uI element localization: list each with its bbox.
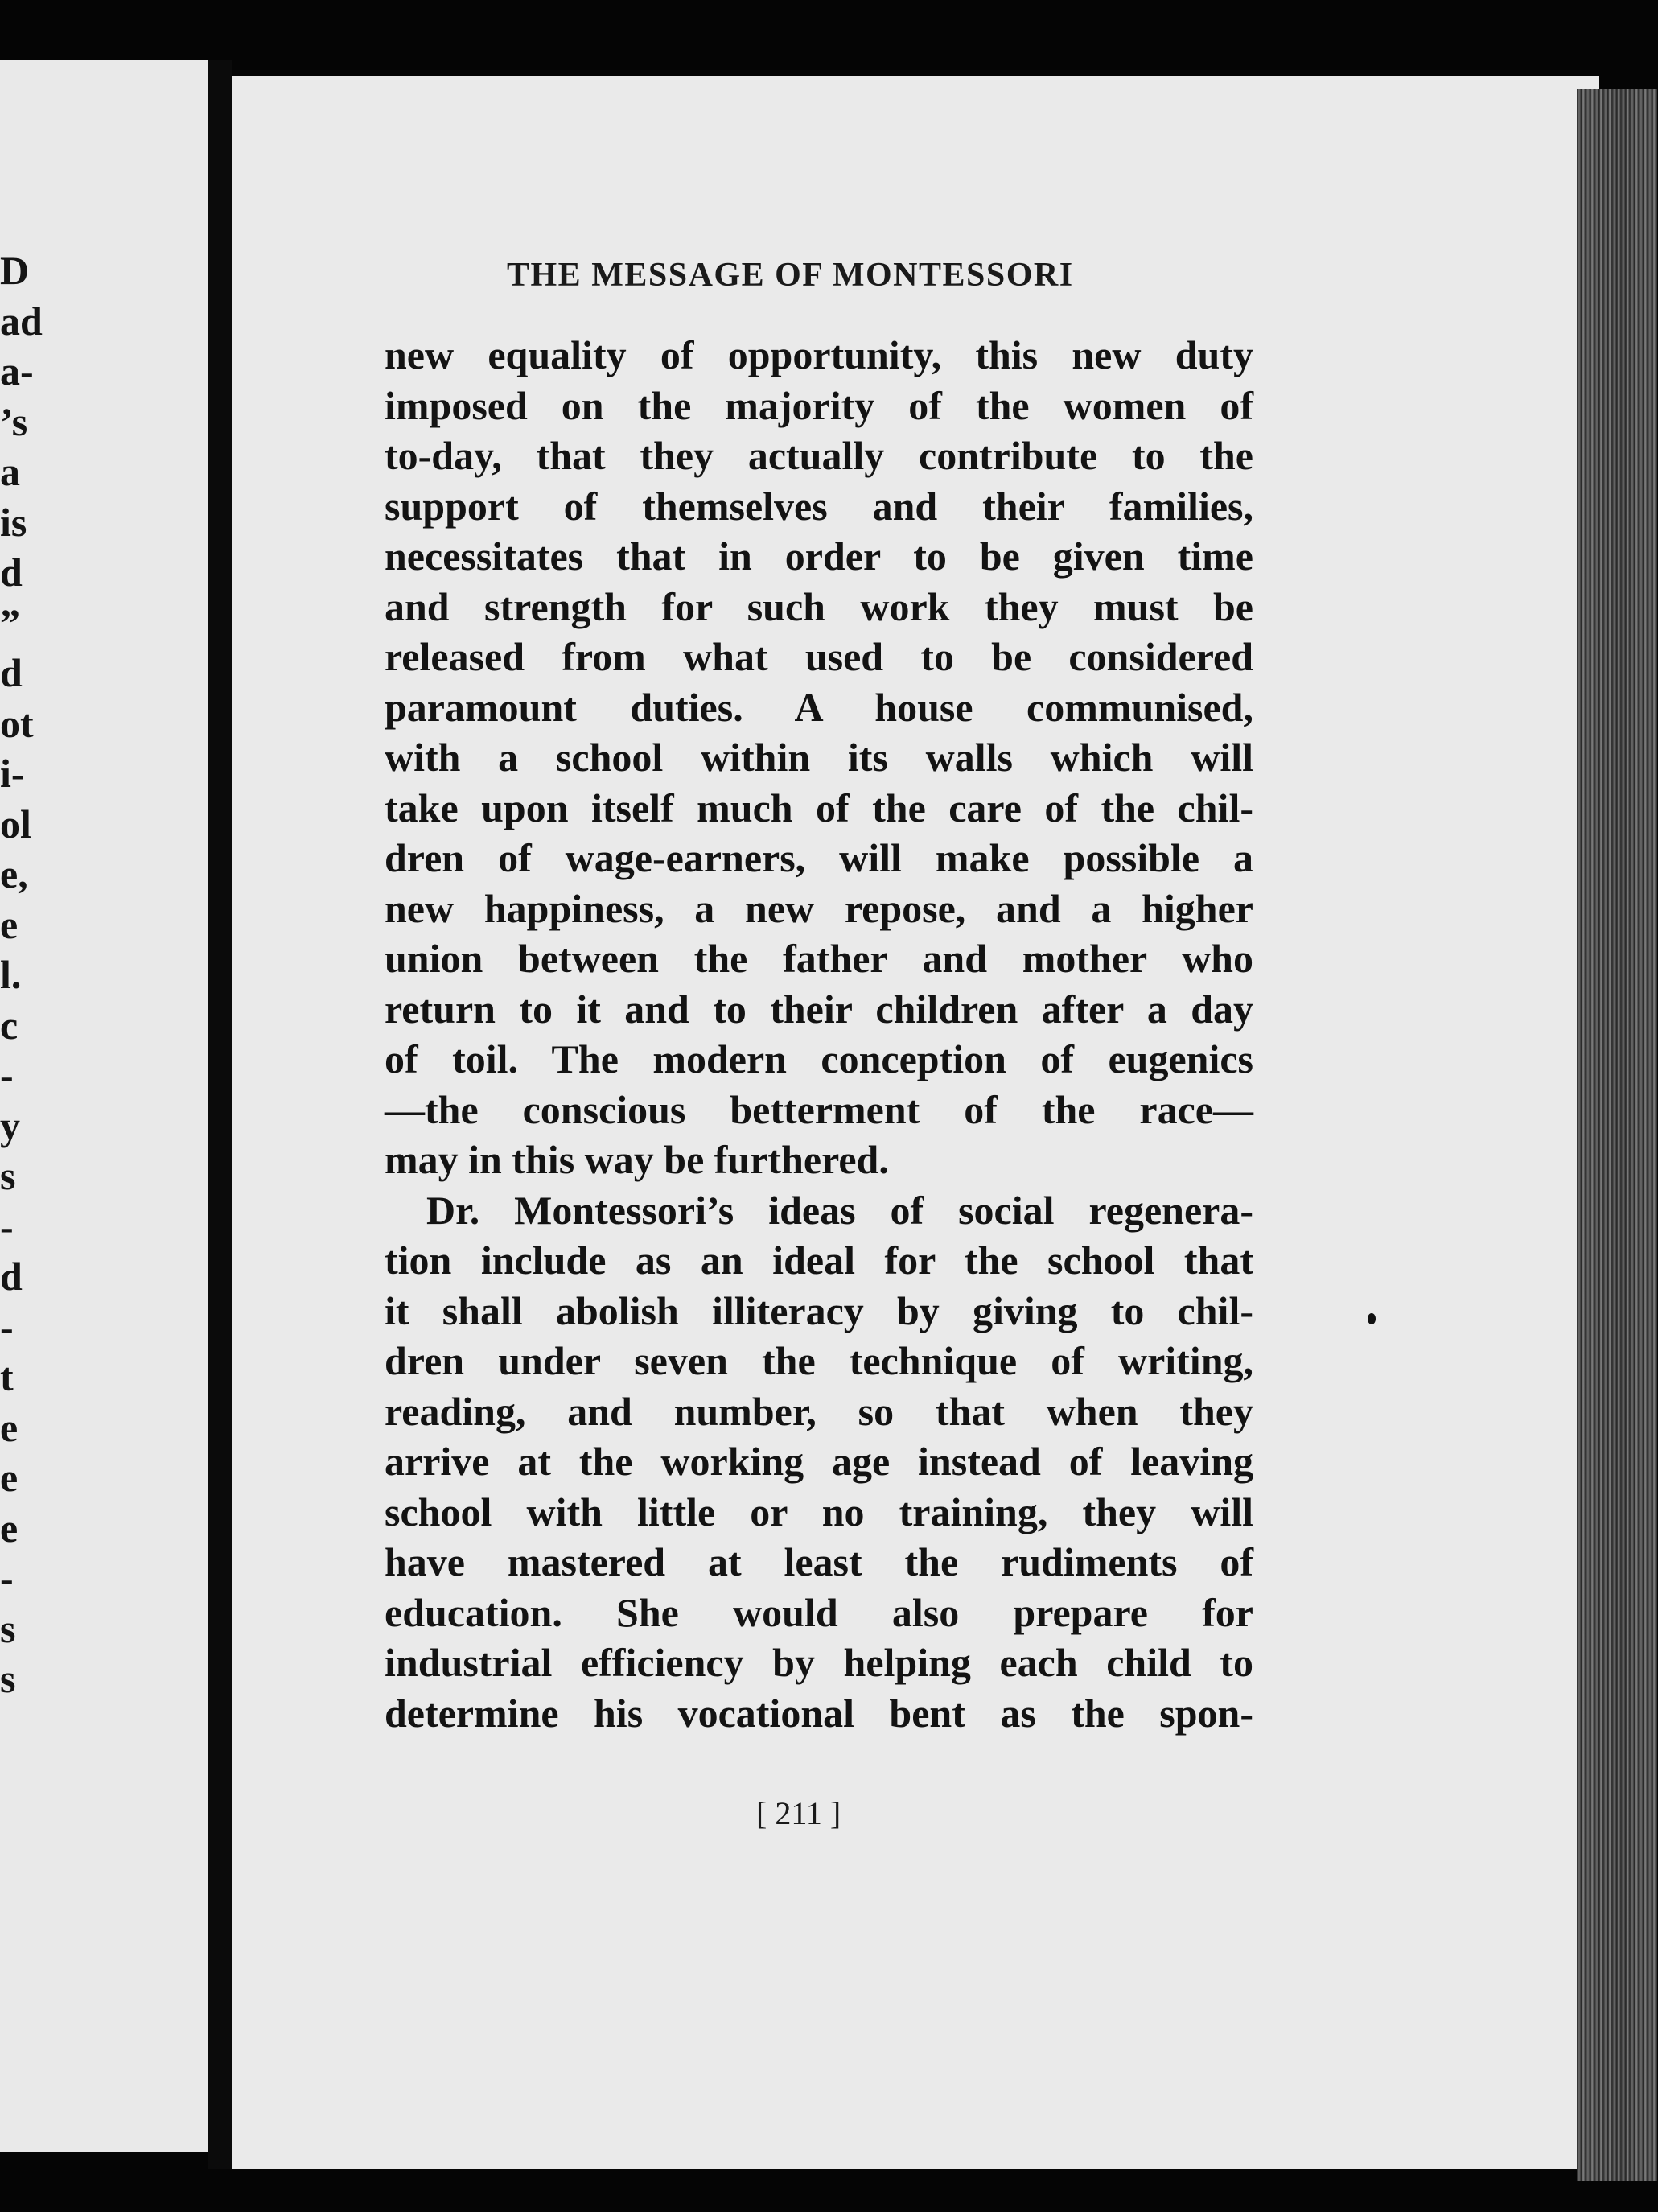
left-fragment: - — [0, 1304, 14, 1349]
left-fragment: d — [0, 550, 23, 595]
left-facing-page — [0, 60, 208, 2152]
text-line: dren of wage-earners, will make possible a — [385, 835, 1253, 880]
left-fragment: - — [0, 1052, 14, 1098]
ink-speck — [1368, 1313, 1376, 1324]
text-line: it shall abolish illiteracy by giving to chil- — [385, 1287, 1253, 1333]
text-line: education. She would also prepare for — [385, 1589, 1253, 1635]
text-line: return to it and to their children after a day — [385, 986, 1253, 1032]
text-line: school with little or no training, they will — [385, 1489, 1253, 1534]
left-fragment: ot — [0, 700, 34, 746]
running-head: THE MESSAGE OF MONTESSORI — [507, 257, 1074, 294]
left-fragment: ” — [0, 599, 20, 645]
left-fragment: l. — [0, 952, 22, 997]
text-line: take upon itself much of the care of the chil- — [385, 785, 1253, 830]
text-line: necessitates that in order to be given time — [385, 533, 1253, 579]
page-number: [ 211 ] — [756, 1795, 841, 1831]
text-line: imposed on the majority of the women of — [385, 382, 1253, 428]
paragraph-first-line: Dr. Montessori’s ideas of social regenera- — [426, 1187, 1253, 1233]
left-fragment: ad — [0, 298, 43, 344]
left-fragment: e, — [0, 851, 28, 896]
left-fragment: d — [0, 650, 23, 695]
text-line: dren under seven the technique of writing, — [385, 1338, 1253, 1383]
text-line: new equality of opportunity, this new duty — [385, 332, 1253, 377]
text-line: have mastered at least the rudiments of — [385, 1539, 1253, 1584]
left-fragment: t — [0, 1354, 14, 1399]
left-fragment: c — [0, 1002, 19, 1048]
text-line: of toil. The modern conception of eugenics — [385, 1036, 1253, 1081]
text-line: to-day, that they actually contribute to the — [385, 433, 1253, 478]
left-fragment: a- — [0, 348, 34, 393]
text-line: arrive at the working age instead of leaving — [385, 1439, 1253, 1484]
text-line: tion include as an ideal for the school that — [385, 1238, 1253, 1283]
left-fragment: s — [0, 1656, 16, 1701]
left-fragment: i- — [0, 751, 25, 796]
left-fragment: e — [0, 1455, 19, 1500]
text-line: paramount duties. A house communised, — [385, 684, 1253, 730]
left-page-text-fragments — [0, 245, 80, 1704]
left-fragment: s — [0, 1153, 16, 1198]
left-fragment: e — [0, 1505, 19, 1551]
text-line: industrial efficiency by helping each child to — [385, 1640, 1253, 1685]
left-fragment: - — [0, 1203, 14, 1249]
left-fragment: a — [0, 449, 20, 494]
left-fragment: - — [0, 1555, 14, 1600]
left-fragment: e — [0, 901, 19, 947]
text-line: —the conscious betterment of the race— — [385, 1086, 1253, 1132]
text-line: support of themselves and their families, — [385, 483, 1253, 529]
left-fragment: D — [0, 248, 30, 293]
text-line: reading, and number, so that when they — [385, 1388, 1253, 1434]
text-line: union between the father and mother who — [385, 936, 1253, 981]
book-gutter — [208, 60, 232, 2169]
paragraph-last-line: may in this way be furthered. — [385, 1137, 889, 1182]
text-line: and strength for such work they must be — [385, 583, 1253, 629]
left-fragment: ’s — [0, 398, 28, 444]
left-fragment: ol — [0, 801, 31, 846]
text-line: new happiness, a new repose, and a higher — [385, 885, 1253, 931]
text-line: released from what used to be considered — [385, 634, 1253, 679]
body-text — [385, 330, 1253, 1738]
left-fragment: y — [0, 1102, 20, 1148]
left-fragment: d — [0, 1254, 23, 1299]
text-line: with a school within its walls which will — [385, 735, 1253, 780]
left-fragment: is — [0, 499, 27, 545]
text-line: determine his vocational bent as the spon- — [385, 1690, 1253, 1736]
page-edge-stack — [1577, 89, 1657, 2181]
left-fragment: s — [0, 1605, 16, 1651]
left-fragment: e — [0, 1404, 19, 1450]
